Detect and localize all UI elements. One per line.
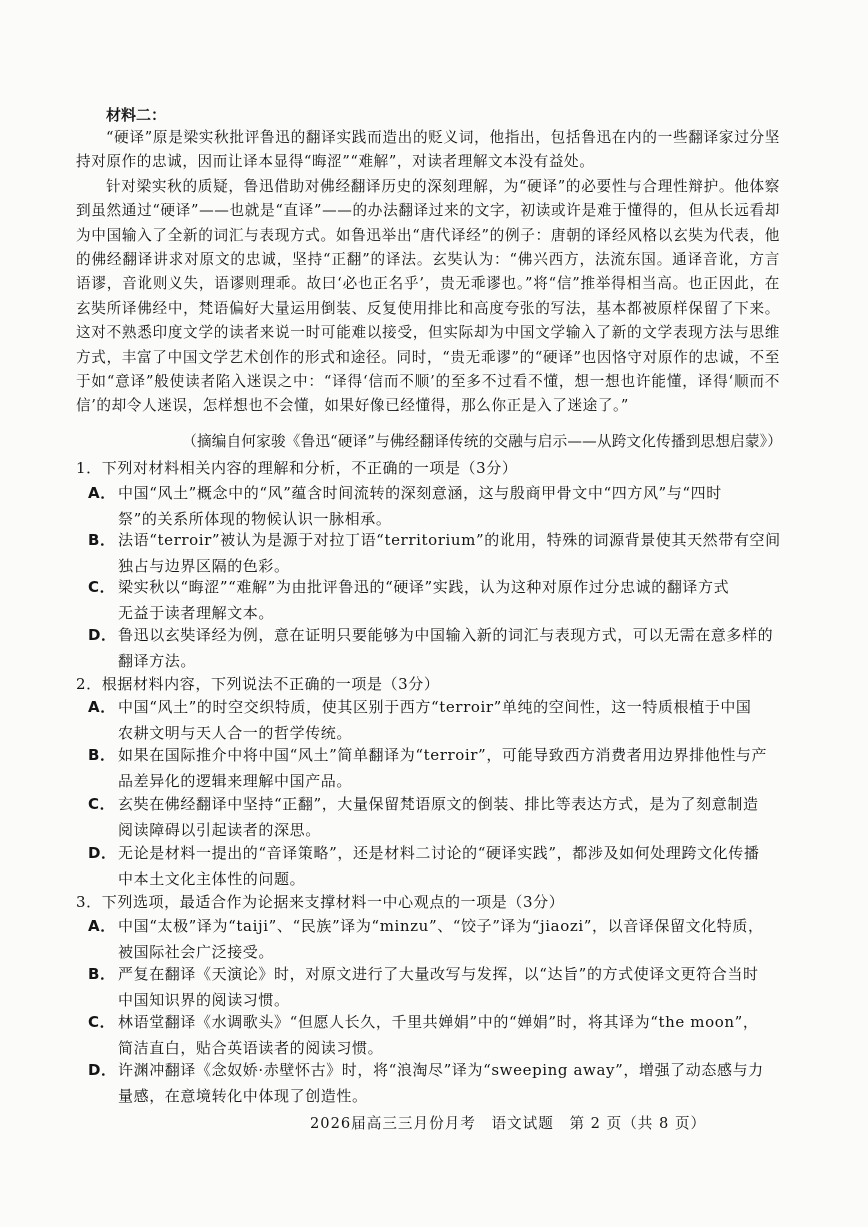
question-3-option-b[interactable] [88, 962, 782, 1013]
option-text: 梁实秋以“晦涩”“难解”为由批评鲁迅的“硬译”实践，认为这种对原作过分忠诚的翻译方式 [118, 578, 730, 596]
question-2-option-a[interactable] [88, 695, 782, 746]
option-label: D． [88, 844, 117, 862]
option-text: 中国“太极”译为“taiji”、“民族”译为“minzu”、“饺子”译为“jiaozi”，以音译保留文化特质， [118, 917, 764, 935]
option-text-cont: 阅读障碍以引起读者的深思。 [118, 820, 321, 839]
option-text-cont: 翻译方法。 [118, 651, 197, 670]
option-text-cont: 品差异化的逻辑来理解中国产品。 [118, 771, 353, 790]
option-text: 玄奘在佛经翻译中坚持“正翻”，大量保留梵语原文的倒装、排比等表达方式，是为了刻意制造 [118, 795, 759, 813]
option-text-cont: 农耕文明与天人合一的哲学传统。 [118, 723, 353, 742]
option-text-cont: 独占与边界区隔的色彩。 [118, 556, 290, 575]
material-paragraph: 针对梁实秋的质疑，鲁迅借助对佛经翻译历史的深刻理解，为“硬译”的必要性与合理性辩护。他体察到虽然通过“硬译”——也就是“直译”——的办法翻译过来的文字，初读或许是难于懂得的，但从长远看却为中国输入了全新的词汇与表现方式。如鲁迅举出“唐代译经”的例子：唐朝的译经风格以玄奘为代表，他的佛经翻译讲求对原文的忠诚，坚持“正翻”的译法。玄奘认为：“佛兴西方，法流东国。通译音讹，方言语谬，音讹则义失，语谬则理乖。故曰‘必也正名乎’，贵无乖谬也。”将“信”推举得相当高。也正因此，在玄奘所译佛经中，梵语偏好大量运用倒装、反复使用排比和高度夸张的写法，基本都被原样保留了下来。这对不熟悉印度文学的读者来说一时可能难以接受，但实际却为中国文学输入了新的文学表现方法与思维方式，丰富了中国文学艺术创作的形式和途径。同时，“贵无乖谬”的“硬译”也因恪守对原作的忠诚，不至于如“意译”般使读者陷入迷误之中：“译得‘信而不顺’的至多不过看不懂，想一想也许能懂，译得‘顺而不信’的却令人迷误，怎样想也不会懂，如果好像已经懂得，那么你正是入了迷途了。” [76, 177, 780, 415]
option-label: D． [88, 1061, 117, 1079]
option-text: 许渊冲翻译《念奴娇·赤壁怀古》时，将“浪淘尽”译为“sweeping away”，增强了动态感与力 [118, 1061, 764, 1079]
option-text: 鲁迅以玄奘译经为例，意在证明只要能够为中国输入新的词汇与表现方式，可以无需在意多样的 [118, 626, 774, 644]
question-3-stem: 3．下列选项，最适合作为论据来支撑材料一中心观点的一项是（3分） [76, 893, 565, 911]
option-text: 如果在国际推介中将中国“风土”简单翻译为“terroir”，可能导致西方消费者用边界排他性与产 [118, 746, 768, 764]
option-label: C． [88, 578, 116, 596]
option-label: A． [88, 917, 116, 935]
option-label: D． [88, 626, 117, 644]
option-label: B． [88, 531, 116, 549]
question-1-option-b[interactable] [88, 528, 782, 579]
option-label: A． [88, 484, 116, 502]
option-text: 中国“风土”的时空交织特质，使其区别于西方“terroir”单纯的空间性，这一特质根植于中国 [118, 698, 752, 716]
option-text-cont: 中国知识界的阅读习惯。 [118, 990, 290, 1009]
option-text: 中国“风土”概念中的“风”蕴含时间流转的深刻意涵，这与殷商甲骨文中“四方风”与“四时 [118, 484, 722, 502]
option-label: B． [88, 746, 116, 764]
question-3-option-c[interactable] [88, 1010, 782, 1061]
question-2-option-c[interactable] [88, 792, 782, 843]
option-text-cont: 被国际社会广泛接受。 [118, 942, 275, 961]
option-text-cont: 量感，在意境转化中体现了创造性。 [118, 1086, 368, 1105]
option-text-cont: 简洁直白，贴合英语读者的阅读习惯。 [118, 1038, 384, 1057]
option-text: 无论是材料一提出的“音译策略”，还是材料二讨论的“硬译实践”，都涉及如何处理跨文化传播 [118, 844, 760, 862]
option-text: 法语“terroir”被认为是源于对拉丁语“territorium”的讹用，特殊的词源背景使其天然带有空间 [118, 531, 781, 549]
question-3-option-a[interactable] [88, 914, 782, 965]
option-label: B． [88, 965, 116, 983]
question-1-option-a[interactable] [88, 481, 782, 532]
option-text: 林语堂翻译《水调歌头》“但愿人长久，千里共婵娟”中的“婵娟”时，将其译为“the moon”， [118, 1013, 759, 1031]
question-2-option-d[interactable] [88, 841, 782, 892]
option-label: A． [88, 698, 116, 716]
option-text-cont: 无益于读者理解文本。 [118, 603, 275, 622]
question-1-option-d[interactable] [88, 623, 782, 674]
option-text-cont: 中本土文化主体性的问题。 [118, 869, 306, 888]
option-text: 严复在翻译《天演论》时，对原文进行了大量改写与发挥，以“达旨”的方式使译文更符合当时 [118, 965, 759, 983]
question-2-stem: 2．根据材料内容，下列说法不正确的一项是（3分） [76, 675, 440, 693]
question-3-option-d[interactable] [88, 1058, 782, 1109]
question-1-stem: 1．下列对材料相关内容的理解和分析，不正确的一项是（3分） [76, 459, 518, 477]
option-text-cont: 祭”的关系所体现的物候认识一脉相承。 [118, 509, 392, 528]
material-source: （摘编自何家骏《鲁迅“硬译”与佛经翻译传统的交融与启示——从跨文化传播到思想启蒙》） [182, 433, 782, 450]
material-heading: 材料二： [106, 106, 167, 124]
material-two-body [76, 126, 780, 419]
option-label: C． [88, 795, 116, 813]
question-1-option-c[interactable] [88, 575, 782, 626]
question-2-option-b[interactable] [88, 743, 782, 794]
option-label: C． [88, 1013, 116, 1031]
material-paragraph: “硬译”原是梁实秋批评鲁迅的翻译实践而造出的贬义词，他指出，包括鲁迅在内的一些翻译家过分坚持对原作的忠诚，因而让译本显得“晦涩”“难解”，对读者理解文本没有益处。 [76, 129, 780, 171]
page-footer: 2026届高三三月份月考 语文试题 第 2 页（共 8 页） [310, 1115, 707, 1132]
